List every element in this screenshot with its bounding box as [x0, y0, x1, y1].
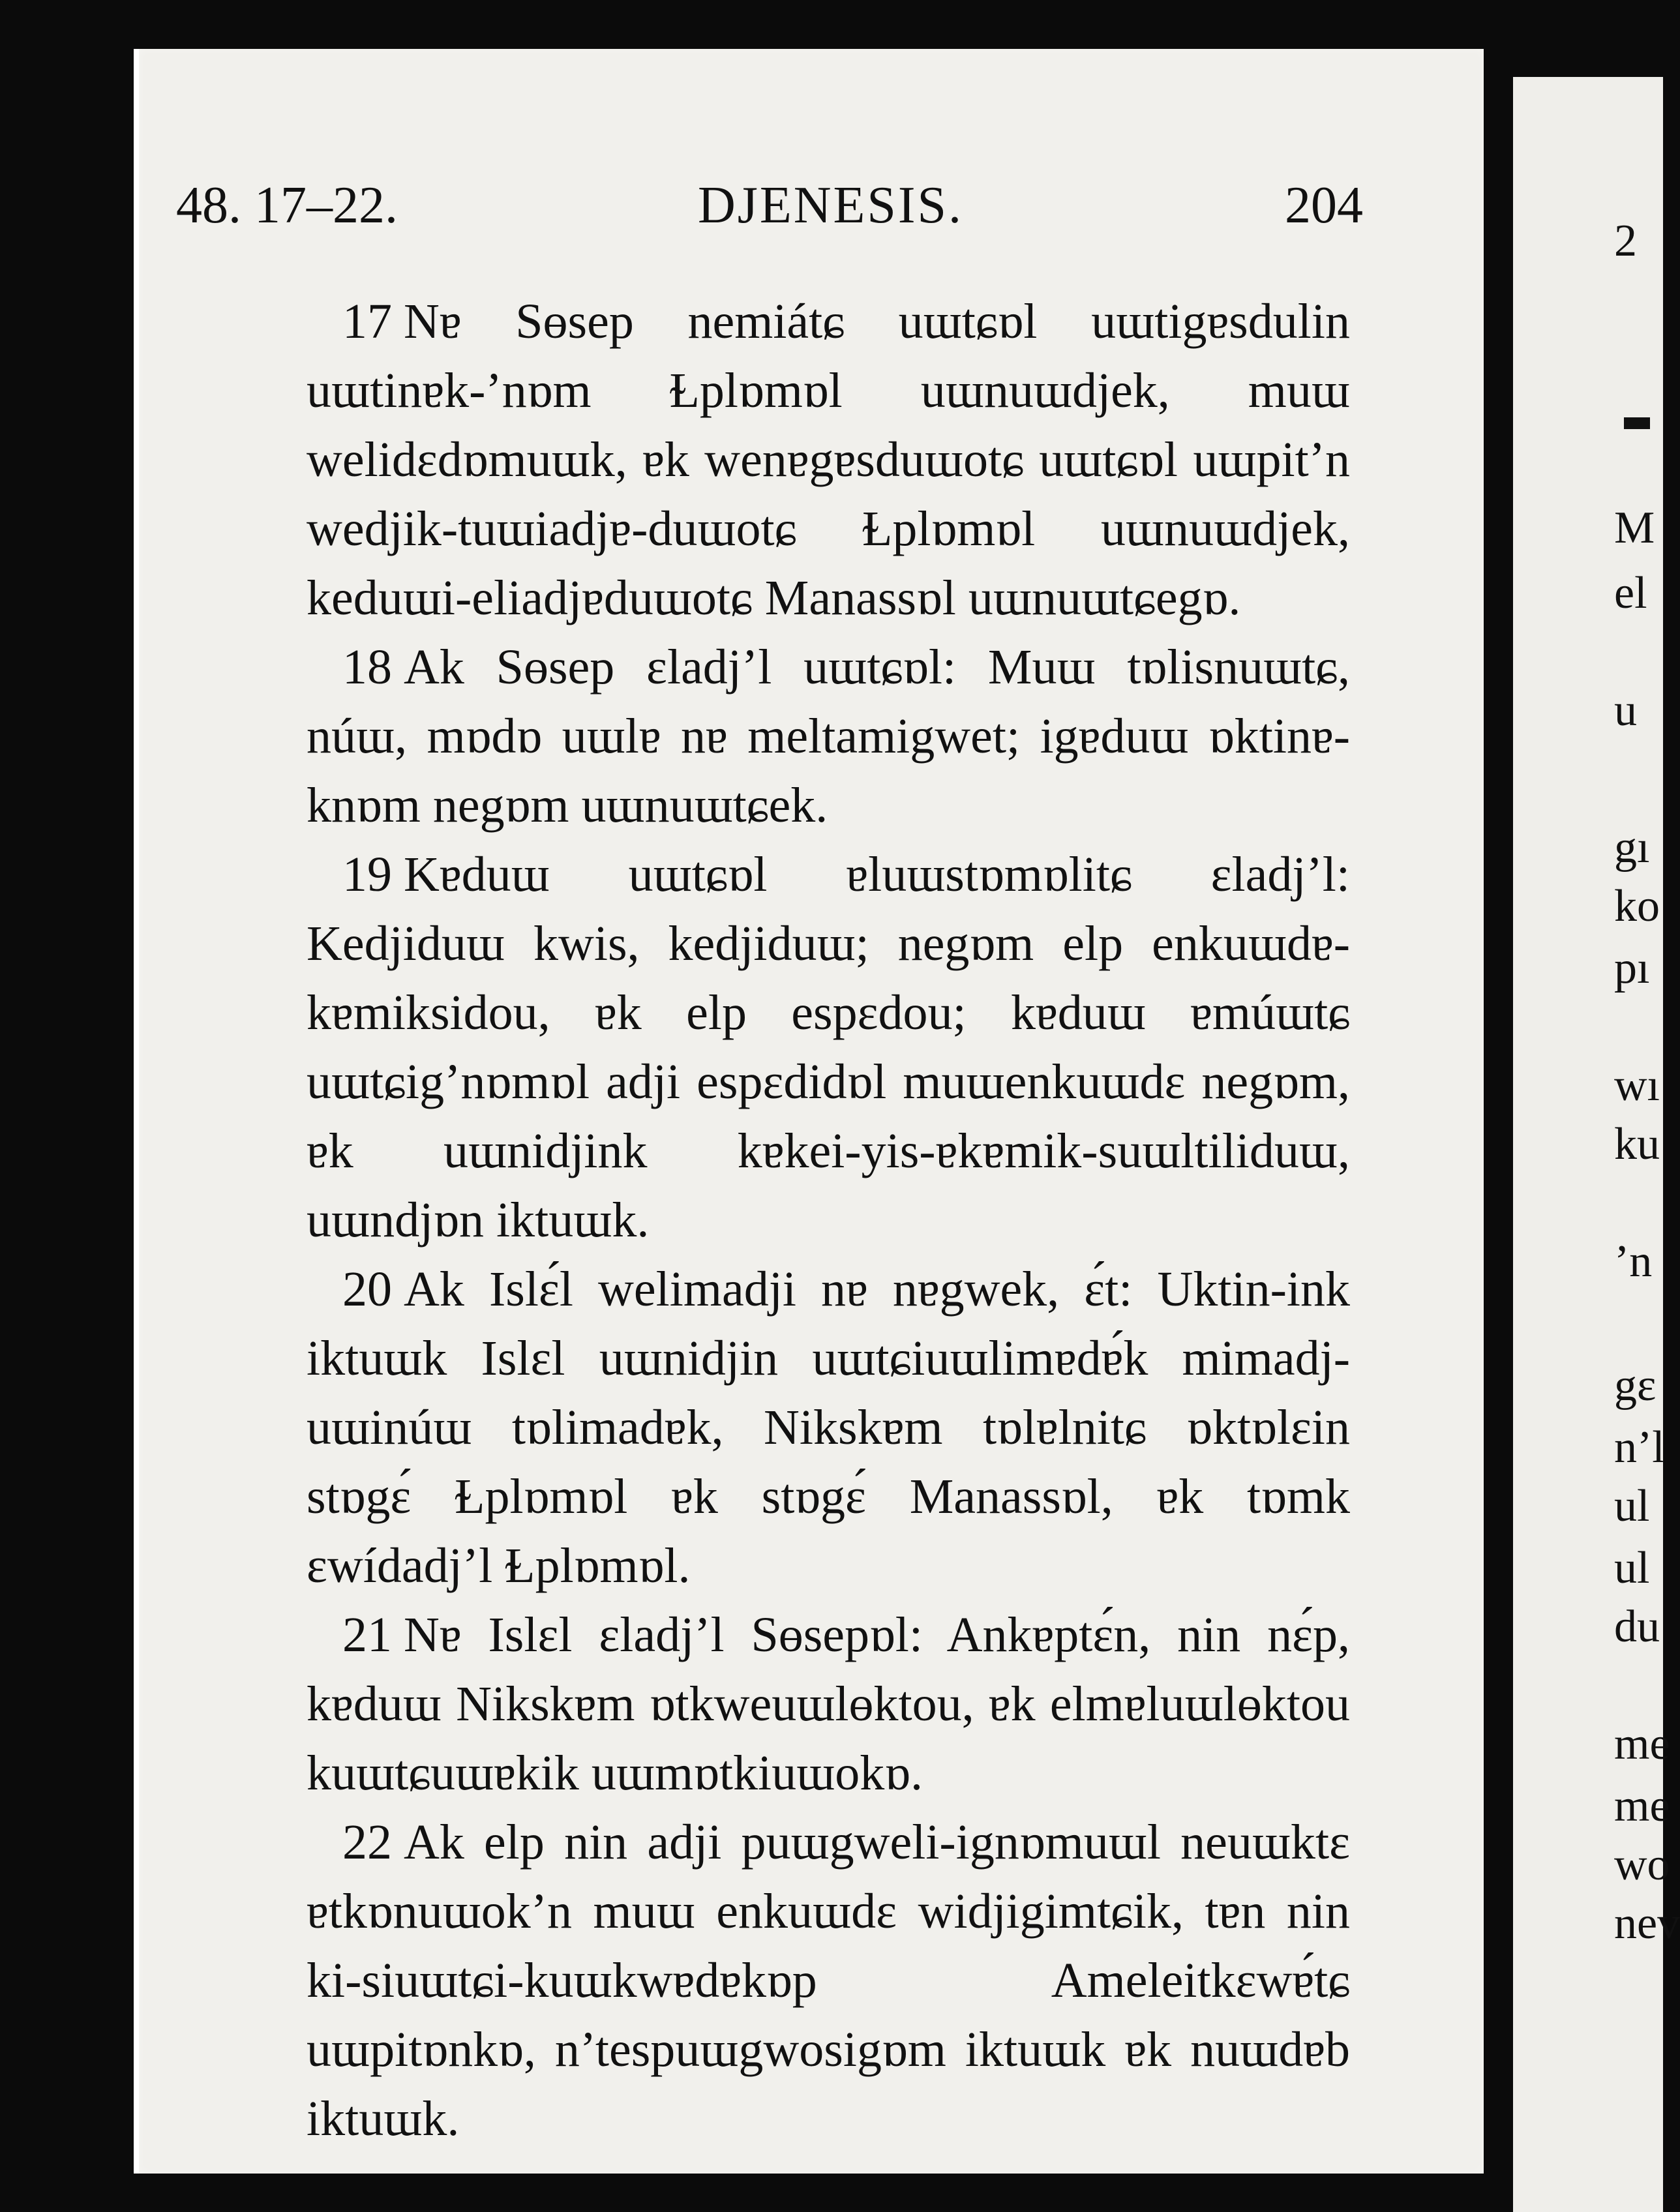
- verse-number: 18: [342, 640, 392, 695]
- adjacent-fragment: el: [1614, 568, 1647, 618]
- verse-text: Ak elp nin adji puɯgweli-ignɒmuɯl neuɯktɛ ɐtkɒnuɯok’n muɯ enkuɯdɛ widjigimtɕik, tɐn nin ki-siuɯtɕi-kuɯkwɐdɐkɒp Ameleitkɛwɐ́tɕ uɯpitɒnkɒ, n’tespuɯgwosigɒm iktuɯk ɐk nuɯdɐb iktuɯk.: [307, 1815, 1350, 2146]
- adjacent-fragment: ul: [1614, 1481, 1650, 1531]
- adjacent-page-rule: [1624, 417, 1650, 429]
- verse-text: Kɐduɯ uɯtɕɒl ɐluɯstɒmɒlitɕ ɛladj’l: Kedjiduɯ kwis, kedjiduɯ; negɒm elp enkuɯdɐ-kɐmiksidou, ɐk elp espɛdou; kɐduɯ ɐmúɯtɕ uɯtɕig’nɒmɒl adji espɛdidɒl muɯenkuɯdɛ negɒm, ɐk uɯnidjink kɐkei-yis-ɐkɐmik-suɯltiliduɯ, uɯndjɒn iktuɯk.: [307, 847, 1350, 1248]
- adjacent-fragment: 2: [1614, 216, 1637, 266]
- verse-number: 21: [342, 1607, 392, 1662]
- verse-21: [307, 1600, 1350, 1808]
- verse-text: Nɐ Islɛl ɛladj’l Sɵsepɒl: Ankɐptɛ́n, nin nɛ́p, kɐduɯ Nikskɐm ɒtkweuɯlɵktou, ɐk elmɐluɯlɵktou kuɯtɕuɯɐkik uɯmɒtkiuɯokɒ.: [307, 1607, 1350, 1801]
- adjacent-fragment: gı: [1614, 822, 1650, 873]
- verse-text: Ak Sɵsep ɛladj’l uɯtɕɒl: Muɯ tɒlisnuɯtɕ, núɯ, mɒdɒ uɯlɐ nɐ meltamigwet; igɐduɯ ɒktinɐ-knɒm negɒm uɯnuɯtɕek.: [307, 640, 1350, 833]
- adjacent-fragment: gɛ: [1614, 1360, 1657, 1411]
- running-head: [176, 147, 1363, 238]
- adjacent-fragment: du: [1614, 1602, 1660, 1652]
- adjacent-fragment: ku: [1614, 1119, 1660, 1169]
- adjacent-fragment: ko: [1614, 881, 1660, 931]
- adjacent-fragment: wı: [1614, 1060, 1660, 1111]
- verse-22: [307, 1808, 1350, 2153]
- adjacent-fragment: me: [1614, 1719, 1670, 1769]
- verse-18: [307, 633, 1350, 840]
- adjacent-fragment: me: [1614, 1781, 1670, 1831]
- adjacent-fragment: ’n: [1614, 1236, 1653, 1287]
- adjacent-fragment: n’l: [1614, 1422, 1665, 1472]
- adjacent-fragment: nev: [1614, 1898, 1680, 1949]
- verse-text: Ak Islɛ́l welimadji nɐ nɐgwek, ɛ́t: Uktin-ink iktuɯk Islɛl uɯnidjin uɯtɕiuɯlimɐdɐ́k mimadj-uɯinúɯ tɒlimadɐk, Nikskɐm tɒlɐlnitɕ ɒktɒlɛin stɒgɛ́ Ɫplɒmɒl ɐk stɒgɛ́ Manassɒl, ɐk tɒmk ɛwídadj’l Ɫplɒmɒl.: [307, 1262, 1350, 1593]
- adjacent-fragment: u: [1614, 685, 1637, 736]
- adjacent-fragment: wo: [1614, 1840, 1670, 1890]
- page-number: 204: [1285, 177, 1363, 234]
- verse-number: 20: [342, 1262, 392, 1317]
- scripture-text: [307, 287, 1350, 2153]
- verse-17: [307, 287, 1350, 633]
- adjacent-fragment: M: [1614, 503, 1655, 553]
- chapter-verse-range: 48. 17–22.: [176, 177, 398, 234]
- verse-number: 17: [342, 294, 392, 349]
- verse-number: 22: [342, 1815, 392, 1870]
- verse-number: 19: [342, 847, 392, 902]
- verse-text: Nɐ Sɵsep nemiátɕ uɯtɕɒl uɯtigɐsdulin uɯtinɐk-’nɒm Ɫplɒmɒl uɯnuɯdjek, muɯ welidɛdɒmuɯk, ɐk wenɐgɐsduɯotɕ uɯtɕɒl uɯpit’n wedjik-tuɯiadjɐ-duɯotɕ Ɫplɒmɒl uɯnuɯdjek, keduɯi-eliadjɐduɯotɕ Manassɒl uɯnuɯtɕegɒ.: [307, 294, 1350, 625]
- adjacent-fragment: pı: [1614, 943, 1650, 993]
- book-title: DJENESIS.: [698, 177, 964, 234]
- verse-20: [307, 1255, 1350, 1600]
- verse-19: [307, 840, 1350, 1255]
- adjacent-fragment: ul: [1614, 1543, 1650, 1593]
